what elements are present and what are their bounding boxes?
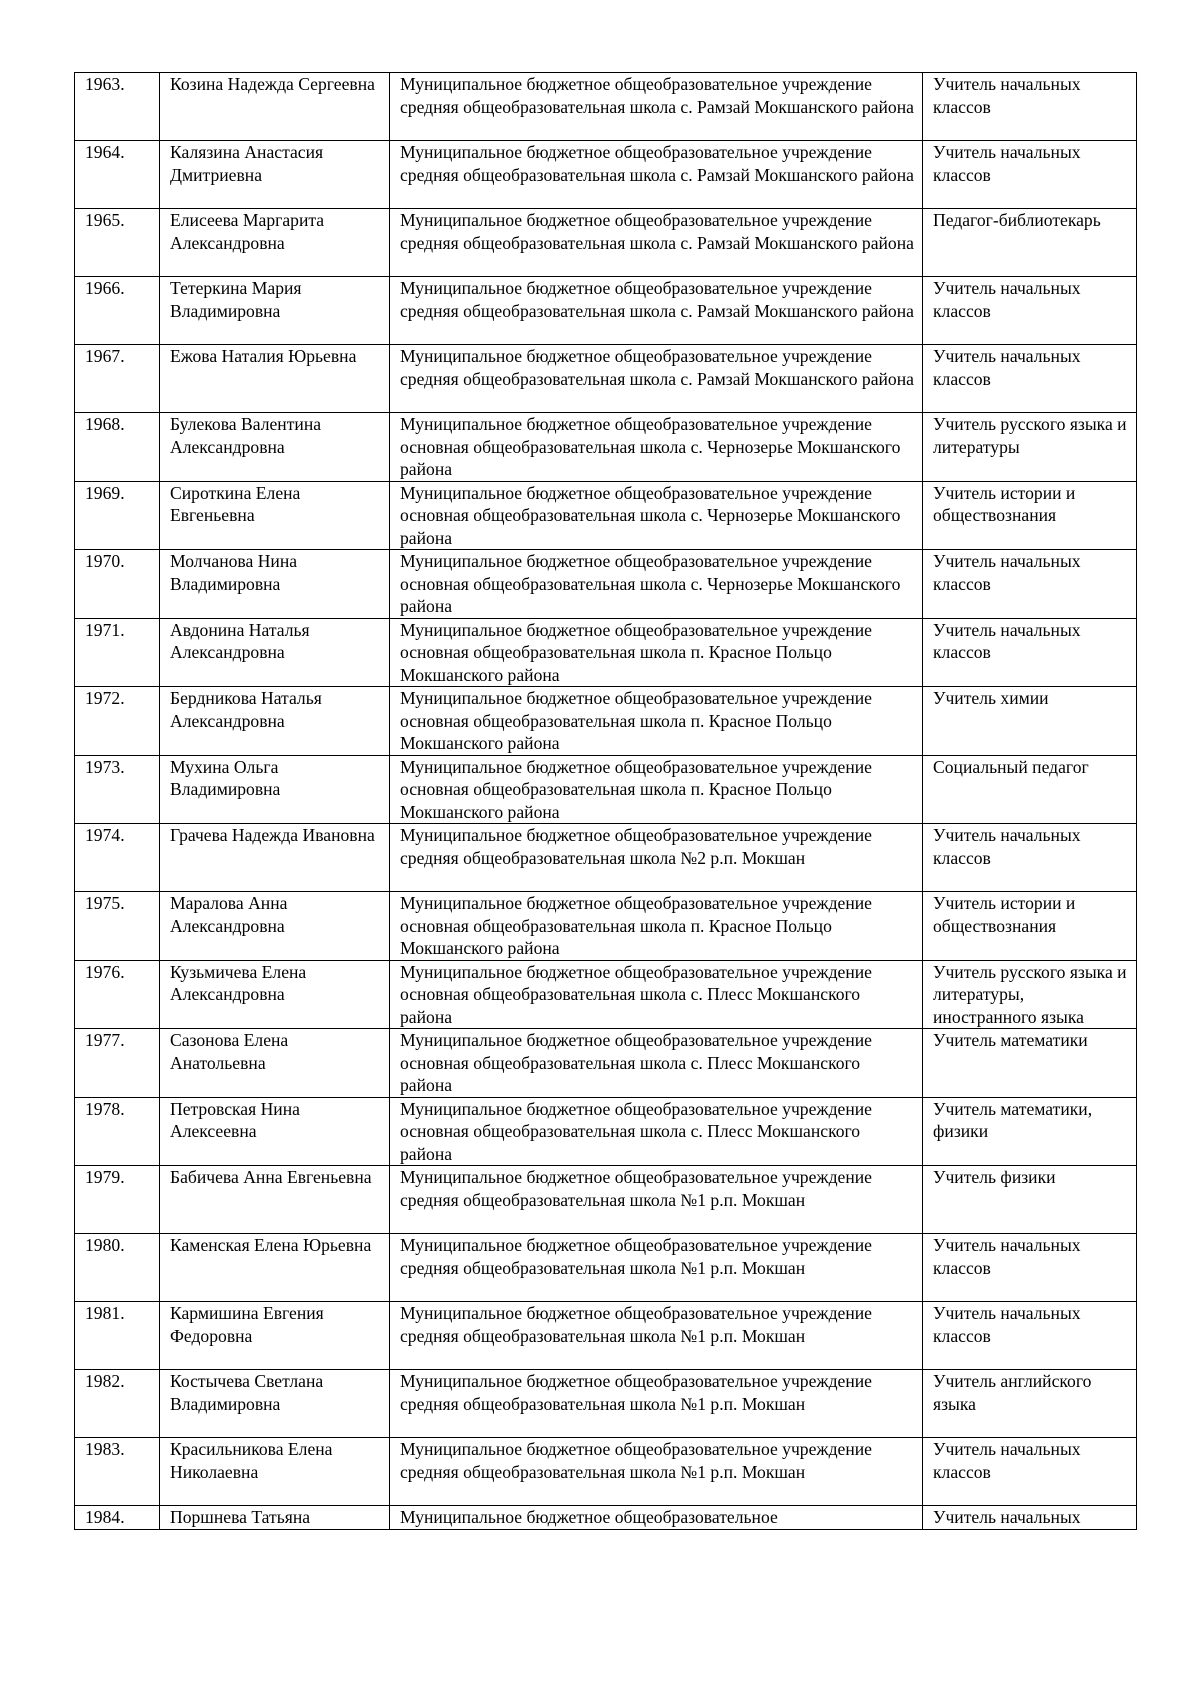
row-number: 1966. [75,277,160,345]
person-name: Маралова Анна Александровна [160,892,390,961]
person-name: Булекова Валентина Александровна [160,413,390,482]
table-row [75,1097,1137,1166]
organization: Муниципальное бюджетное общеобразовательное [390,1506,923,1530]
person-name: Бердникова Наталья Александровна [160,687,390,756]
person-name: Кармишина Евгения Федоровна [160,1302,390,1370]
person-name: Козина Надежда Сергеевна [160,73,390,141]
position: Учитель начальных классов [923,1234,1137,1302]
organization: Муниципальное бюджетное общеобразовательное учреждение средняя общеобразовательная школа №2 р.п. Мокшан [390,824,923,892]
position: Учитель начальных классов [923,345,1137,413]
table-row [75,1166,1137,1234]
position: Социальный педагог [923,755,1137,824]
person-name: Тетеркина Мария Владимировна [160,277,390,345]
table-row [75,345,1137,413]
organization: Муниципальное бюджетное общеобразовательное учреждение средняя общеобразовательная школа с. Рамзай Мокшанского района [390,141,923,209]
row-number: 1981. [75,1302,160,1370]
person-name: Ежова Наталия Юрьевна [160,345,390,413]
row-number: 1967. [75,345,160,413]
organization: Муниципальное бюджетное общеобразовательное учреждение основная общеобразовательная школа с. Чернозерье Мокшанского района [390,413,923,482]
position: Учитель английского языка [923,1370,1137,1438]
position: Учитель математики [923,1029,1137,1098]
row-number: 1968. [75,413,160,482]
row-number: 1972. [75,687,160,756]
position: Учитель истории и обществознания [923,481,1137,550]
person-name: Красильникова Елена Николаевна [160,1438,390,1506]
person-name: Авдонина Наталья Александровна [160,618,390,687]
position: Учитель начальных классов [923,277,1137,345]
table-row [75,1029,1137,1098]
position: Учитель истории и обществознания [923,892,1137,961]
position: Учитель начальных классов [923,73,1137,141]
position: Учитель русского языка и литературы [923,413,1137,482]
table-row [75,1234,1137,1302]
organization: Муниципальное бюджетное общеобразовательное учреждение средняя общеобразовательная школа с. Рамзай Мокшанского района [390,73,923,141]
row-number: 1977. [75,1029,160,1098]
position: Учитель физики [923,1166,1137,1234]
table-row [75,481,1137,550]
person-name: Кузьмичева Елена Александровна [160,960,390,1029]
row-number: 1978. [75,1097,160,1166]
person-name: Мухина Ольга Владимировна [160,755,390,824]
table-row [75,824,1137,892]
organization: Муниципальное бюджетное общеобразовательное учреждение средняя общеобразовательная школа №1 р.п. Мокшан [390,1370,923,1438]
row-number: 1979. [75,1166,160,1234]
row-number: 1975. [75,892,160,961]
table-row [75,73,1137,141]
organization: Муниципальное бюджетное общеобразовательное учреждение основная общеобразовательная школа п. Красное Польцо Мокшанского района [390,892,923,961]
person-name: Бабичева Анна Евгеньевна [160,1166,390,1234]
organization: Муниципальное бюджетное общеобразовательное учреждение основная общеобразовательная школа с. Чернозерье Мокшанского района [390,550,923,619]
table-row [75,892,1137,961]
row-number: 1963. [75,73,160,141]
person-name: Петровская Нина Алексеевна [160,1097,390,1166]
organization: Муниципальное бюджетное общеобразовательное учреждение средняя общеобразовательная школа №1 р.п. Мокшан [390,1234,923,1302]
row-number: 1982. [75,1370,160,1438]
organization: Муниципальное бюджетное общеобразовательное учреждение основная общеобразовательная школа с. Чернозерье Мокшанского района [390,481,923,550]
position: Учитель начальных [923,1506,1137,1530]
row-number: 1983. [75,1438,160,1506]
row-number: 1973. [75,755,160,824]
position: Педагог-библиотекарь [923,209,1137,277]
organization: Муниципальное бюджетное общеобразовательное учреждение средняя общеобразовательная школа с. Рамзай Мокшанского района [390,209,923,277]
organization: Муниципальное бюджетное общеобразовательное учреждение основная общеобразовательная школа п. Красное Польцо Мокшанского района [390,687,923,756]
position: Учитель начальных классов [923,618,1137,687]
row-number: 1974. [75,824,160,892]
table-row [75,277,1137,345]
table-row [75,618,1137,687]
row-number: 1984. [75,1506,160,1530]
person-name: Сироткина Елена Евгеньевна [160,481,390,550]
organization: Муниципальное бюджетное общеобразовательное учреждение средняя общеобразовательная школа №1 р.п. Мокшан [390,1302,923,1370]
row-number: 1971. [75,618,160,687]
position: Учитель начальных классов [923,1438,1137,1506]
table-row [75,1506,1137,1530]
table-row [75,1438,1137,1506]
position: Учитель математики, физики [923,1097,1137,1166]
person-name: Грачева Надежда Ивановна [160,824,390,892]
organization: Муниципальное бюджетное общеобразовательное учреждение средняя общеобразовательная школа №1 р.п. Мокшан [390,1438,923,1506]
person-name: Елисеева Маргарита Александровна [160,209,390,277]
row-number: 1965. [75,209,160,277]
organization: Муниципальное бюджетное общеобразовательное учреждение основная общеобразовательная школа с. Плесс Мокшанского района [390,1097,923,1166]
table-row [75,1302,1137,1370]
row-number: 1970. [75,550,160,619]
organization: Муниципальное бюджетное общеобразовательное учреждение основная общеобразовательная школа п. Красное Польцо Мокшанского района [390,618,923,687]
row-number: 1980. [75,1234,160,1302]
organization: Муниципальное бюджетное общеобразовательное учреждение средняя общеобразовательная школа №1 р.п. Мокшан [390,1166,923,1234]
table-row [75,960,1137,1029]
position: Учитель начальных классов [923,141,1137,209]
table-row [75,141,1137,209]
organization: Муниципальное бюджетное общеобразовательное учреждение основная общеобразовательная школа с. Плесс Мокшанского района [390,960,923,1029]
table-row [75,550,1137,619]
table-row [75,413,1137,482]
person-name: Костычева Светлана Владимировна [160,1370,390,1438]
position: Учитель начальных классов [923,1302,1137,1370]
table-row [75,1370,1137,1438]
position: Учитель русского языка и литературы, иностранного языка [923,960,1137,1029]
person-name: Молчанова Нина Владимировна [160,550,390,619]
table-row [75,209,1137,277]
staff-table-body [75,73,1137,1530]
position: Учитель начальных классов [923,550,1137,619]
person-name: Калязина Анастасия Дмитриевна [160,141,390,209]
person-name: Каменская Елена Юрьевна [160,1234,390,1302]
position: Учитель химии [923,687,1137,756]
table-row [75,755,1137,824]
organization: Муниципальное бюджетное общеобразовательное учреждение основная общеобразовательная школа п. Красное Польцо Мокшанского района [390,755,923,824]
table-row [75,687,1137,756]
row-number: 1969. [75,481,160,550]
staff-table [74,72,1137,1530]
row-number: 1976. [75,960,160,1029]
position: Учитель начальных классов [923,824,1137,892]
organization: Муниципальное бюджетное общеобразовательное учреждение средняя общеобразовательная школа с. Рамзай Мокшанского района [390,277,923,345]
organization: Муниципальное бюджетное общеобразовательное учреждение основная общеобразовательная школа с. Плесс Мокшанского района [390,1029,923,1098]
row-number: 1964. [75,141,160,209]
organization: Муниципальное бюджетное общеобразовательное учреждение средняя общеобразовательная школа с. Рамзай Мокшанского района [390,345,923,413]
person-name: Сазонова Елена Анатольевна [160,1029,390,1098]
person-name: Поршнева Татьяна [160,1506,390,1530]
